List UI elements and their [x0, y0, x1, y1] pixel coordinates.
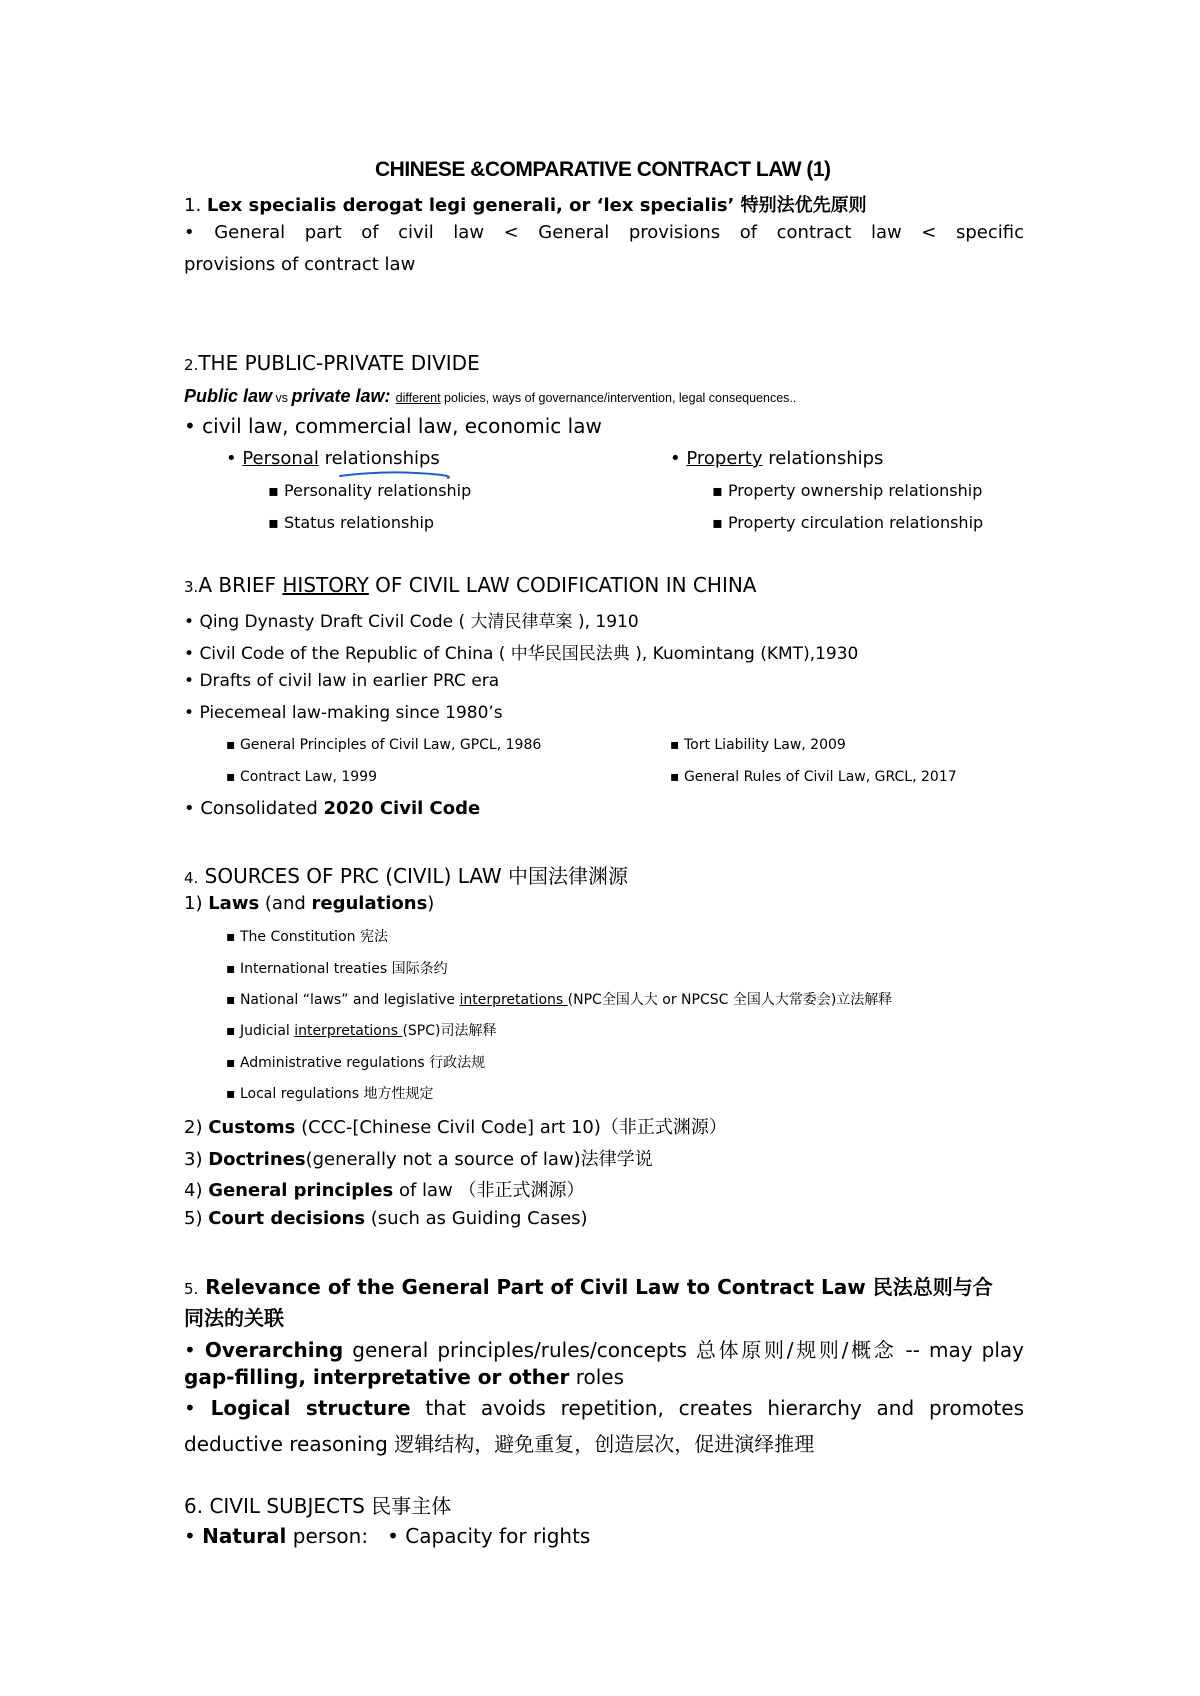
prc-drafts-item: • Drafts of civil law in earlier PRC era: [184, 671, 500, 691]
personal-relationships-item: • Personal relationships: [226, 448, 440, 469]
grcl-item: ▪ General Rules of Civil Law, GRCL, 2017: [670, 769, 957, 785]
general-principles-item: 4) General principles of law （非正式渊源）: [184, 1180, 585, 1201]
property-relationships-item: • Property relationships: [670, 448, 884, 469]
property-ownership-item: ▪ Property ownership relationship: [712, 481, 983, 500]
logical-structure-line: • Logical structure that avoids repetition, creates hierarchy and promotes: [184, 1396, 1024, 1420]
document-title: CHINESE &COMPARATIVE CONTRACT LAW (1): [375, 158, 831, 181]
roc-code-item: • Civil Code of the Republic of China ( 中华民国民法典 ), Kuomintang (KMT),1930: [184, 644, 859, 664]
section-5-heading-line-2: 同法的关联: [184, 1306, 284, 1330]
status-relationship-item: ▪ Status relationship: [268, 513, 435, 532]
national-laws-item: ▪ National “laws” and legislative interpretations (NPC全国人大 or NPCSC 全国人大常委会)立法解释: [226, 992, 893, 1008]
judicial-interpretations-item: ▪ Judicial interpretations (SPC)司法解释: [226, 1023, 497, 1039]
piecemeal-item: • Piecemeal law-making since 1980’s: [184, 703, 503, 723]
natural-person-item: • Natural person: • Capacity for rights: [184, 1524, 591, 1548]
section-1-heading: 1. Lex specialis derogat legi generali, or ‘lex specialis’ 特别法优先原则: [184, 195, 867, 216]
tort-law-item: ▪ Tort Liability Law, 2009: [670, 737, 846, 753]
customs-item: 2) Customs (CCC-[Chinese Civil Code] art 10)（非正式渊源）: [184, 1117, 727, 1138]
public-private-line: Public law vs private law: different policies, ways of governance/intervention, legal consequences..: [184, 386, 797, 406]
section-2-heading: 2.THE PUBLIC-PRIVATE DIVIDE: [184, 351, 480, 375]
court-decisions-item: 5) Court decisions (such as Guiding Cases): [184, 1208, 588, 1229]
doctrines-item: 3) Doctrines(generally not a source of law)法律学说: [184, 1149, 653, 1170]
section-3-heading: 3.A BRIEF HISTORY OF CIVIL LAW CODIFICATION IN CHINA: [184, 573, 757, 597]
overarching-line: • Overarching general principles/rules/concepts 总体原则/规则/概念 -- may play: [184, 1338, 1025, 1362]
deductive-reasoning-line: deductive reasoning 逻辑结构，避免重复，创造层次，促进演绎推理: [184, 1432, 815, 1456]
constitution-item: ▪ The Constitution 宪法: [226, 929, 388, 945]
consolidated-code-item: • Consolidated 2020 Civil Code: [184, 798, 481, 819]
laws-item: 1) Laws (and regulations): [184, 893, 435, 914]
local-regulations-item: ▪ Local regulations 地方性规定: [226, 1086, 434, 1102]
law-areas-item: • civil law, commercial law, economic law: [184, 414, 602, 438]
property-circulation-item: ▪ Property circulation relationship: [712, 513, 984, 532]
contract-law-item: ▪ Contract Law, 1999: [226, 769, 377, 785]
treaties-item: ▪ International treaties 国际条约: [226, 961, 448, 977]
section-1-bullet-line-2: provisions of contract law: [184, 254, 416, 275]
section-5-heading-line-1: 5. Relevance of the General Part of Civil Law to Contract Law 民法总则与合: [184, 1275, 993, 1299]
section-4-heading: 4. SOURCES OF PRC (CIVIL) LAW 中国法律渊源: [184, 864, 629, 888]
section-1-bullet-line-1: • General part of civil law < General provisions of contract law < specific: [184, 222, 1024, 243]
gap-filling-line: gap-filling, interpretative or other roles: [184, 1365, 625, 1389]
personality-relationship-item: ▪ Personality relationship: [268, 481, 472, 500]
administrative-regulations-item: ▪ Administrative regulations 行政法规: [226, 1055, 486, 1071]
section-6-heading: 6. CIVIL SUBJECTS 民事主体: [184, 1494, 452, 1518]
qing-code-item: • Qing Dynasty Draft Civil Code ( 大清民律草案 ), 1910: [184, 612, 639, 632]
gpcl-item: ▪ General Principles of Civil Law, GPCL, 1986: [226, 737, 542, 753]
